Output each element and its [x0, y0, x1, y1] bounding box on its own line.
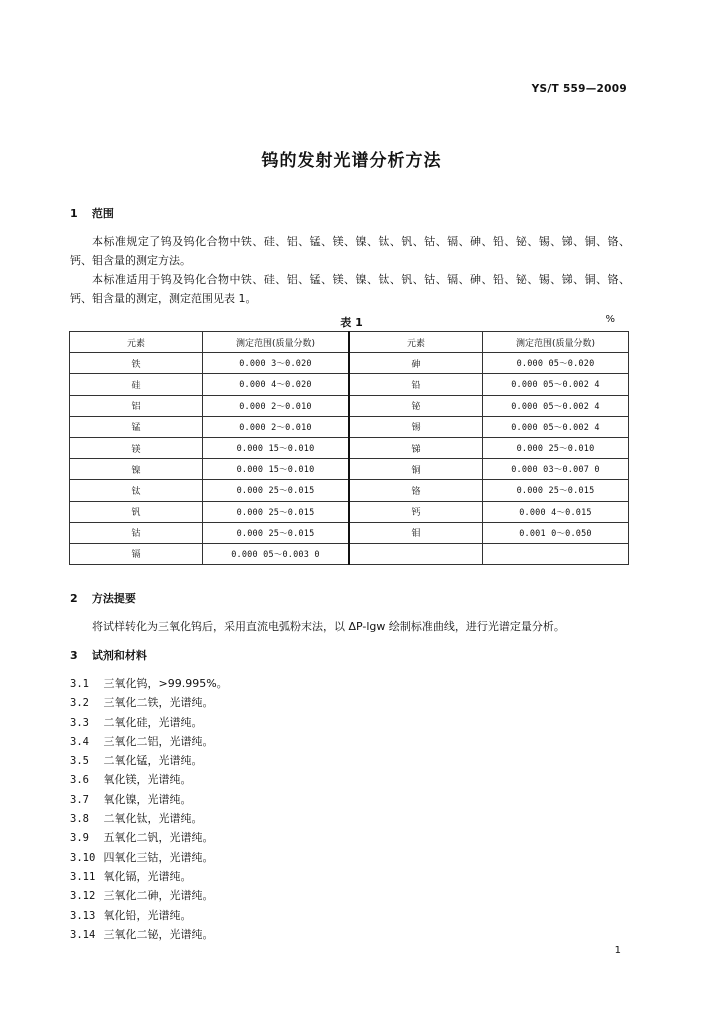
- reagent-number: 3.10: [70, 851, 96, 864]
- table-row: [70, 353, 629, 374]
- table-row: [70, 543, 629, 564]
- reagent-number: 3.13: [70, 909, 96, 922]
- table-row: [70, 437, 629, 458]
- reagent-number: 3.7: [70, 793, 89, 806]
- reagent-text: 氧化镁，光谱纯。: [103, 773, 192, 787]
- document-title: 钨的发射光谱分析方法: [261, 151, 442, 171]
- reagent-number: 3.14: [70, 928, 96, 941]
- table-cell-range: 0.001 0～0.050: [482, 522, 628, 543]
- reagent-item: [70, 732, 228, 751]
- table-cell-range: 0.000 4～0.015: [482, 501, 628, 522]
- table-cell-element: 铋: [349, 395, 482, 416]
- table-cell-element: 硅: [70, 374, 203, 395]
- reagent-text: 氧化镉，光谱纯。: [103, 869, 192, 883]
- table-row: [70, 416, 629, 437]
- reagent-item: [70, 751, 228, 770]
- table-row: [70, 459, 629, 480]
- reagent-item: [70, 886, 228, 905]
- reagent-number: 3.5: [70, 755, 89, 768]
- section-2-heading: [70, 590, 136, 606]
- table-cell-range: 0.000 25～0.010: [482, 437, 628, 458]
- table-row: [70, 522, 629, 543]
- reagent-text: 三氧化钨，>99.995%。: [103, 677, 228, 690]
- table-cell-element: 钴: [70, 522, 203, 543]
- measurement-range-table: [69, 331, 629, 565]
- table-cell-element: 铜: [349, 459, 482, 480]
- table-row: [70, 501, 629, 522]
- reagent-item: [70, 693, 228, 712]
- reagent-text: 三氧化二铁，光谱纯。: [103, 696, 214, 710]
- reagent-number: 3.11: [70, 870, 96, 883]
- section-3-number: 3: [70, 649, 78, 662]
- section-1-paragraph-1: 本标准规定了钨及钨化合物中铁、硅、铝、锰、镁、镍、钛、钒、钴、镉、砷、铅、铋、锡、锑、铜、铬、钙、钼含量的测定方法。: [70, 235, 630, 267]
- reagent-text: 氧化铅，光谱纯。: [103, 908, 192, 922]
- reagent-text: 三氧化二铋，光谱纯。: [103, 927, 214, 941]
- reagent-item: [70, 828, 228, 847]
- table-cell-element: [349, 543, 482, 564]
- reagent-item: [70, 770, 228, 789]
- section-2-paragraph: 将试样转化为三氧化钨后，采用直流电弧粉末法，以 ΔP-lgw 绘制标准曲线，进行光谱定量分析。: [92, 620, 565, 633]
- section-1-paragraph-2: 本标准适用于钨及钨化合物中铁、硅、铝、锰、镁、镍、钛、钒、钴、镉、砷、铅、铋、锡、锑、铜、铬、钙、钼含量的测定，测定范围见表 1。: [70, 273, 630, 305]
- table-row: [70, 395, 629, 416]
- reagent-number: 3.2: [70, 697, 89, 710]
- reagent-text: 三氧化二砷，光谱纯。: [103, 889, 214, 903]
- table-cell-element: 锰: [70, 416, 203, 437]
- table-1-unit: %: [605, 314, 615, 325]
- header-range: 测定范围(质量分数): [482, 332, 628, 353]
- reagent-text: 四氧化三钴，光谱纯。: [103, 850, 214, 864]
- table-cell-range: 0.000 3～0.020: [202, 353, 349, 374]
- reagent-number: 3.12: [70, 890, 96, 903]
- table-cell-range: 0.000 25～0.015: [202, 480, 349, 501]
- table-cell-range: [482, 543, 628, 564]
- section-2-number: 2: [70, 592, 78, 605]
- section-1-heading: [70, 205, 114, 221]
- header-element: 元素: [70, 332, 203, 353]
- table-header-row: [70, 332, 629, 353]
- table-cell-range: 0.000 2～0.010: [202, 416, 349, 437]
- header-element: 元素: [349, 332, 482, 353]
- table-cell-element: 镉: [70, 543, 203, 564]
- reagent-number: 3.1: [70, 678, 89, 690]
- table-cell-element: 钙: [349, 501, 482, 522]
- table-cell-element: 钒: [70, 501, 203, 522]
- table-cell-element: 铁: [70, 353, 203, 374]
- reagent-text: 三氧化二铝，光谱纯。: [103, 734, 214, 748]
- reagent-text: 氧化镍，光谱纯。: [103, 792, 192, 806]
- table-cell-range: 0.000 25～0.015: [202, 522, 349, 543]
- reagent-number: 3.3: [70, 716, 89, 729]
- table-cell-element: 铅: [349, 374, 482, 395]
- reagent-number: 3.8: [70, 813, 89, 826]
- reagent-number: 3.4: [70, 735, 89, 748]
- table-row: [70, 480, 629, 501]
- table-cell-range: 0.000 05～0.002 4: [482, 416, 628, 437]
- reagent-item: [70, 906, 228, 925]
- table-cell-element: 砷: [349, 353, 482, 374]
- reagent-item: [70, 674, 228, 693]
- reagent-number: 3.6: [70, 774, 89, 787]
- section-3-title: 试剂和材料: [91, 649, 147, 662]
- reagent-list: [70, 674, 228, 944]
- table-cell-range: 0.000 05～0.002 4: [482, 395, 628, 416]
- reagent-number: 3.9: [70, 832, 89, 845]
- table-cell-range: 0.000 25～0.015: [202, 501, 349, 522]
- table-cell-range: 0.000 03～0.007 0: [482, 459, 628, 480]
- table-cell-element: 镁: [70, 437, 203, 458]
- reagent-text: 五氧化二钒，光谱纯。: [103, 831, 214, 845]
- table-cell-range: 0.000 15～0.010: [202, 459, 349, 480]
- table-cell-range: 0.000 25～0.015: [482, 480, 628, 501]
- table-cell-element: 锡: [349, 416, 482, 437]
- table-cell-element: 钼: [349, 522, 482, 543]
- standard-code: YS/T 559—2009: [531, 83, 627, 95]
- table-cell-range: 0.000 2～0.010: [202, 395, 349, 416]
- table-row: [70, 374, 629, 395]
- section-1-number: 1: [70, 207, 78, 220]
- table-cell-range: 0.000 05～0.020: [482, 353, 628, 374]
- reagent-text: 二氧化硅，光谱纯。: [103, 715, 203, 729]
- reagent-item: [70, 925, 228, 944]
- table-cell-range: 0.000 05～0.003 0: [202, 543, 349, 564]
- reagent-text: 二氧化锰，光谱纯。: [103, 754, 203, 768]
- reagent-text: 二氧化钛，光谱纯。: [103, 812, 203, 826]
- table-cell-element: 铝: [70, 395, 203, 416]
- table-cell-element: 镍: [70, 459, 203, 480]
- table-cell-element: 铬: [349, 480, 482, 501]
- section-3-heading: [70, 647, 147, 663]
- reagent-item: [70, 809, 228, 828]
- header-range: 测定范围(质量分数): [202, 332, 349, 353]
- reagent-item: [70, 848, 228, 867]
- page-number: 1: [614, 945, 621, 956]
- section-2-title: 方法提要: [91, 592, 136, 605]
- reagent-item: [70, 867, 228, 886]
- reagent-item: [70, 790, 228, 809]
- section-1-title: 范围: [91, 207, 114, 220]
- table-cell-range: 0.000 05～0.002 4: [482, 374, 628, 395]
- table-1-caption: 表 1: [340, 316, 363, 329]
- table-cell-range: 0.000 4～0.020: [202, 374, 349, 395]
- table-cell-range: 0.000 15～0.010: [202, 437, 349, 458]
- table-cell-element: 锑: [349, 437, 482, 458]
- table-cell-element: 钛: [70, 480, 203, 501]
- reagent-item: [70, 713, 228, 732]
